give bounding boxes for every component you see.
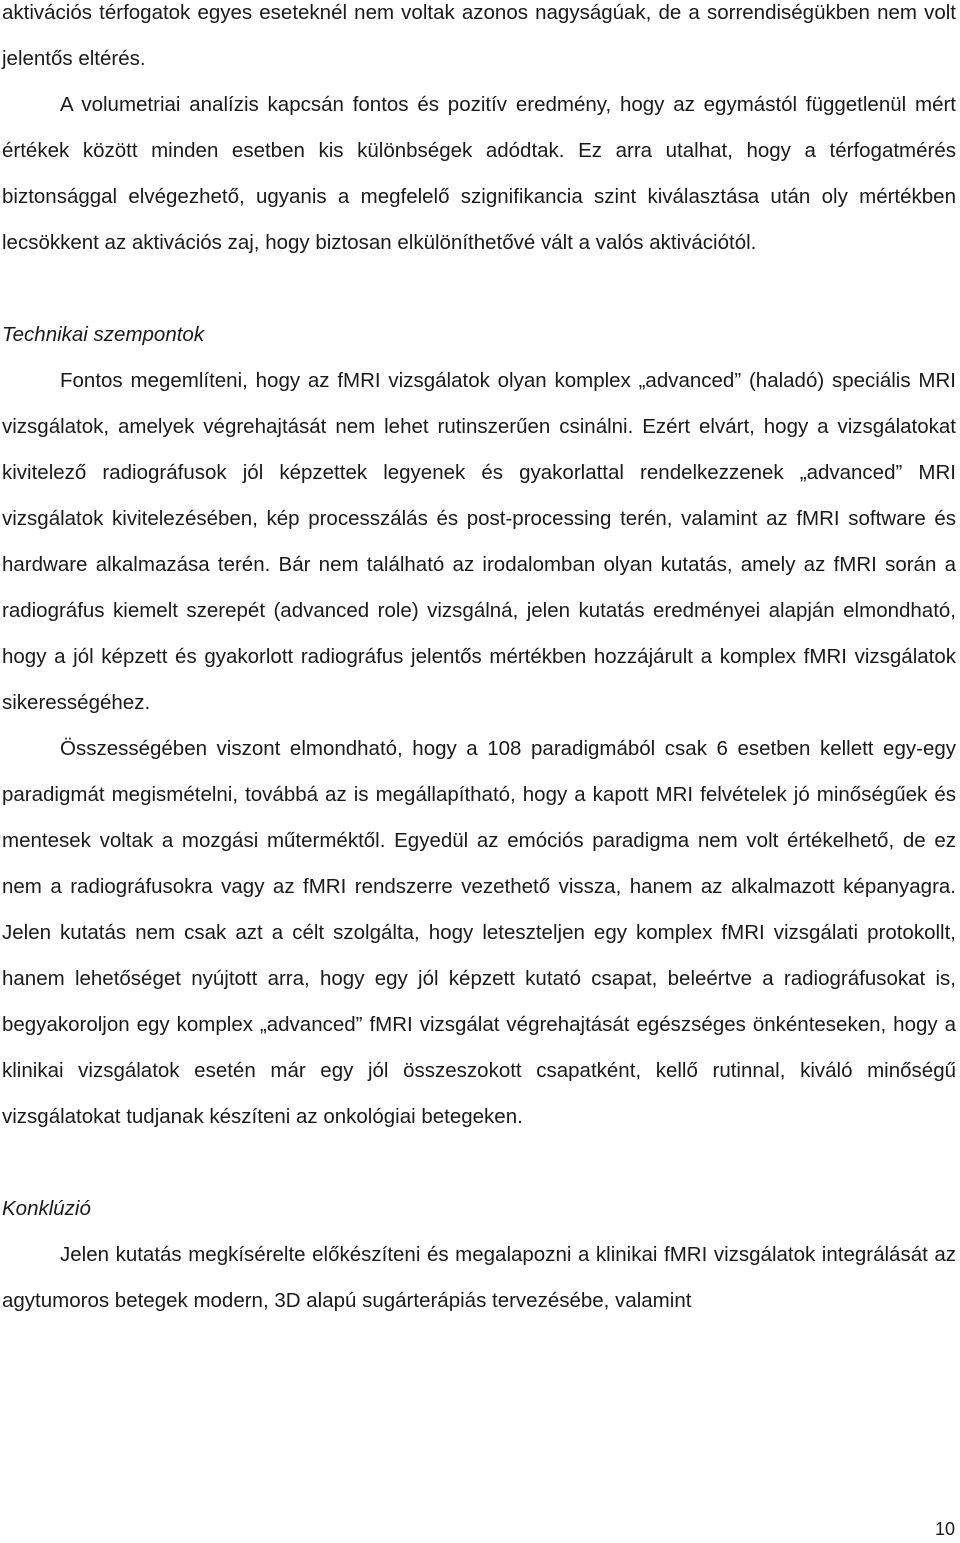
paragraph-summary: Összességében viszont elmondható, hogy a 108 paradigmából csak 6 esetben kellett egy-egy paradigmát megismételni, továbbá az is megállapítható, hogy a kapott MRI felvételek jó minőségűek és mentesek voltak a mozgási műterméktől. Egyedül az emóciós paradigma nem volt értékelhető, de ez nem a radiográfusokra vagy az fMRI rendszerre vezethető vissza, hanem az alkalmazott képanyagra. Jelen kutatás nem csak azt a célt szolgálta, hogy leteszteljen egy komplex fMRI vizsgálati protokollt, hanem lehetőséget nyújtott arra, hogy egy jól képzett kutató csapat, beleértve a radiográfusokat is, begyakoroljon egy komplex „advanced” fMRI vizsgálat végrehajtását egészséges önkénteseken, hogy a klinikai vizsgálatok esetén már egy jól összeszokott csapatként, kellő rutinnal, kiváló minőségű vizsgálatokat tudjanak készíteni az onkológiai betegeken. [2, 737, 956, 1128]
section-heading-technical: Technikai szempontok [2, 323, 205, 346]
page-number: 10 [934, 1519, 955, 1539]
paragraph-conclusion: Jelen kutatás megkísérelte előkészíteni és megalapozni a klinikai fMRI vizsgálatok integrálását az agytumoros betegek modern, 3D alapú sugárterápiás tervezésébe, valamint [2, 1243, 956, 1312]
paragraph-continuation: aktivációs térfogatok egyes eseteknél nem voltak azonos nagyságúak, de a sorrendiségükben nem volt jelentős eltérés. [2, 1, 956, 70]
paragraph-technical-aspects: Fontos megemlíteni, hogy az fMRI vizsgálatok olyan komplex „advanced” (haladó) speciális MRI vizsgálatok, amelyek végrehajtását nem lehet rutinszerűen csinálni. Ezért elvárt, hogy a vizsgálatokat kivitelező radiográfusok jól képzettek legyenek és gyakorlattal rendelkezzenek „advanced” MRI vizsgálatok kivitelezésében, kép processzálás és post-processing terén, valamint az fMRI software és hardware alkalmazása terén. Bár nem található az irodalomban olyan kutatás, amely az fMRI során a radiográfus kiemelt szerepét (advanced role) vizsgálná, jelen kutatás eredményei alapján elmondható, hogy a jól képzett és gyakorlott radiográfus jelentős mértékben hozzájárult a komplex fMRI vizsgálatok sikerességéhez. [2, 369, 956, 714]
page-body [2, 0, 956, 1324]
section-spacer [2, 1140, 956, 1186]
section-spacer [2, 266, 956, 312]
paragraph-volumetric-analysis: A volumetriai analízis kapcsán fontos és pozitív eredmény, hogy az egymástól függetlenül mért értékek között minden esetben kis különbségek adódtak. Ez arra utalhat, hogy a térfogatmérés biztonsággal elvégezhető, ugyanis a megfelelő szignifikancia szint kiválasztása után oly mértékben lecsökkent az aktivációs zaj, hogy biztosan elkülöníthetővé vált a valós aktivációtól. [2, 93, 956, 254]
section-heading-conclusion: Konklúzió [2, 1197, 91, 1220]
